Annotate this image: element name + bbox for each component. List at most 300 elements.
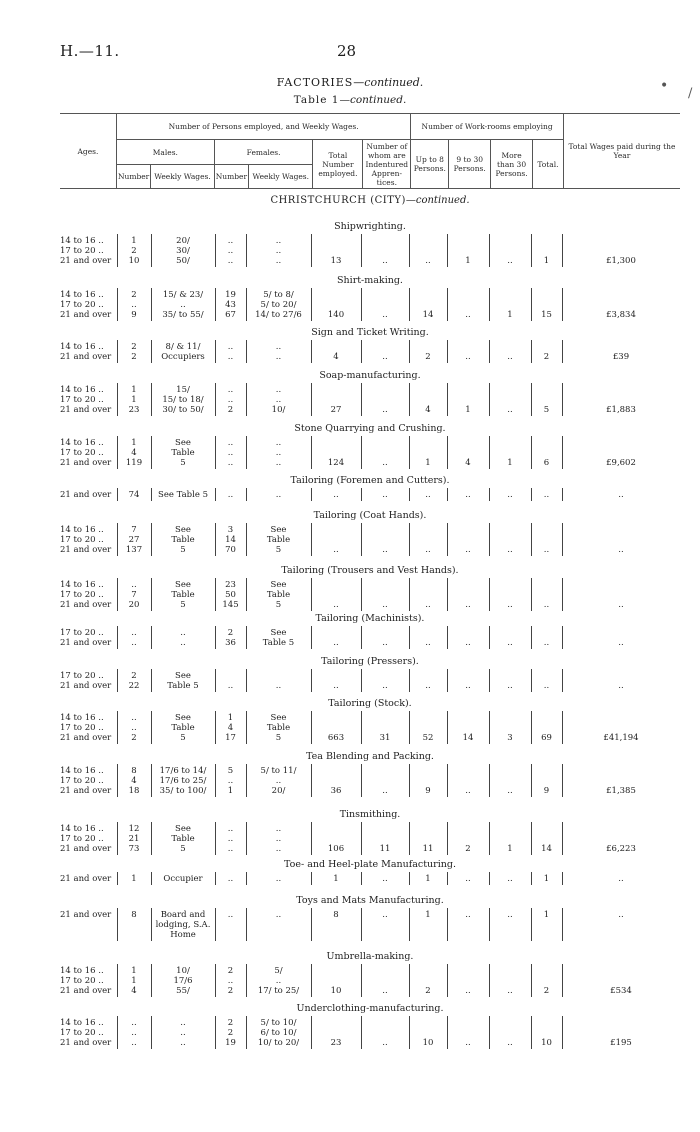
table-cell: 17 to 20 .. <box>60 671 104 681</box>
table-cell: 12 <box>128 824 140 834</box>
table-cell: 1 <box>507 844 513 854</box>
section-title: Tailoring (Pressers). <box>321 656 419 667</box>
table-cell: 5 <box>180 600 186 610</box>
table-cell: Table 5 <box>167 681 199 691</box>
table-cell: 14 to 16 .. <box>60 766 104 776</box>
table-cell: 1 <box>131 395 137 405</box>
table-row <box>60 300 680 310</box>
table-cell: 21 and over <box>60 310 112 320</box>
table-cell: 5/ to 10/ <box>260 1018 297 1028</box>
table-cell: 2 <box>227 405 234 415</box>
table-cell: 17 to 20 .. <box>60 834 104 844</box>
table-cell: 1 <box>131 385 137 395</box>
table-cell: .. <box>227 976 234 986</box>
table-cell: 9 <box>131 310 137 320</box>
table-cell: 2 <box>227 966 234 976</box>
table-cell: .. <box>618 681 624 691</box>
table-row <box>60 490 680 500</box>
table-row <box>60 930 680 940</box>
table-cell: £1,300 <box>606 256 636 266</box>
table-cell: .. <box>227 342 234 352</box>
table-cell: See <box>175 525 191 535</box>
table-row <box>60 590 680 600</box>
table-cell: 119 <box>125 458 143 468</box>
table-cell: 14 to 16 .. <box>60 966 104 976</box>
table-cell: 2 <box>131 342 137 352</box>
table-cell: 14 <box>541 844 552 854</box>
table-cell: 137 <box>125 545 143 555</box>
table-cell: .. <box>227 834 234 844</box>
table-cell: 67 <box>225 310 236 320</box>
table-cell: 2 <box>425 986 431 996</box>
table-header <box>60 113 680 189</box>
table-cell: .. <box>275 874 282 884</box>
table-cell: 2 <box>227 628 234 638</box>
table-cell: .. <box>131 580 137 590</box>
col-9-to-30: 9 to 30 Persons. <box>449 140 491 189</box>
table-cell: .. <box>507 986 513 996</box>
table-cell: .. <box>507 405 513 415</box>
table-cell: Table <box>171 535 195 545</box>
table-cell: 21 and over <box>60 786 112 796</box>
city-heading <box>60 195 680 206</box>
table-row <box>60 352 680 362</box>
table-cell: .. <box>507 681 513 691</box>
table-cell: .. <box>180 638 186 648</box>
table-row <box>60 824 680 834</box>
table-cell: 21 and over <box>60 1038 112 1048</box>
table-cell: 1 <box>131 976 137 986</box>
table-cell: .. <box>227 352 234 362</box>
table-cell: 17 to 20 .. <box>60 246 104 256</box>
table-cell: 7 <box>131 525 137 535</box>
table-cell: 21 and over <box>60 910 112 920</box>
col-males: Males. <box>116 140 214 165</box>
table-cell: .. <box>382 458 388 468</box>
table-cell: .. <box>507 638 513 648</box>
table-cell: 1 <box>543 874 550 884</box>
table-cell: .. <box>275 844 282 854</box>
section-title: Soap-manufacturing. <box>319 370 421 381</box>
section-title: Tailoring (Machinists). <box>315 613 425 624</box>
table-cell: 10/ to 20/ <box>257 1038 300 1048</box>
table-cell: 17 to 20 .. <box>60 776 104 786</box>
table-cell: 11 <box>422 844 434 854</box>
table-cell: 14 <box>462 733 474 743</box>
table-row <box>60 458 680 468</box>
table-cell: 23 <box>330 1038 342 1048</box>
table-row <box>60 1038 680 1048</box>
table-cell: 10 <box>128 256 140 266</box>
table-cell: .. <box>543 490 550 500</box>
table-row <box>60 671 680 681</box>
table-row <box>60 600 680 610</box>
table-cell: 13 <box>330 256 342 266</box>
table-cell: 15/ to 18/ <box>162 395 204 405</box>
table-cell: .. <box>465 490 471 500</box>
table-cell: 17 to 20 .. <box>60 395 104 405</box>
table-cell: .. <box>543 600 550 610</box>
table-cell: 17 <box>225 733 236 743</box>
table-cell: 5/ to 11/ <box>260 766 297 776</box>
table-cell: 21 and over <box>60 545 112 555</box>
table-cell: .. <box>382 545 388 555</box>
table-cell: .. <box>227 438 234 448</box>
section-title: Tailoring (Coat Hands). <box>313 510 427 521</box>
table-cell: 663 <box>327 733 345 743</box>
table-cell: 14 to 16 .. <box>60 385 104 395</box>
table-cell: 1 <box>131 236 137 246</box>
table-cell: 21 and over <box>60 733 112 743</box>
section-title: Sign and Ticket Writing. <box>311 327 429 338</box>
table-row <box>60 628 680 638</box>
table-cell: .. <box>425 600 431 610</box>
table-cell: .. <box>333 681 339 691</box>
table-cell: See <box>270 525 287 535</box>
table-cell: .. <box>507 545 513 555</box>
table-cell: Table <box>171 590 195 600</box>
table-cell: Occupier <box>163 874 203 884</box>
table-cell: £1,385 <box>606 786 636 796</box>
table-cell: 43 <box>225 300 236 310</box>
table-cell: 8 <box>131 766 137 776</box>
table-row <box>60 834 680 844</box>
table-cell: .. <box>275 458 282 468</box>
table-cell: .. <box>180 628 186 638</box>
table-cell: 106 <box>327 844 345 854</box>
table-cell: 1 <box>425 458 431 468</box>
table-cell: See <box>175 671 191 681</box>
table-cell: Occupiers <box>161 352 205 362</box>
section-title: Tailoring (Stock). <box>328 698 412 709</box>
table-row <box>60 405 680 415</box>
table-cell: lodging, S.A. <box>155 920 211 930</box>
table-cell: 5 <box>275 545 282 555</box>
table-cell: 17 to 20 .. <box>60 723 104 733</box>
table-cell: .. <box>382 874 388 884</box>
table-cell: 23 <box>225 580 236 590</box>
table-cell: 8 <box>131 910 137 920</box>
table-cell: .. <box>131 1038 137 1048</box>
table-cell: .. <box>131 638 137 648</box>
table-cell: 10/ <box>271 405 286 415</box>
table-cell: .. <box>382 786 388 796</box>
table-cell: .. <box>275 438 282 448</box>
table-cell: 7 <box>131 590 137 600</box>
section-title: Tailoring (Trousers and Vest Hands). <box>281 565 459 576</box>
table-row <box>60 395 680 405</box>
city-heading-suffix: —continued. <box>405 195 470 206</box>
table-cell: 14 to 16 .. <box>60 290 104 300</box>
table-cell: 2 <box>543 352 550 362</box>
table-cell: 73 <box>128 844 140 854</box>
table-cell: 4 <box>425 405 431 415</box>
table-cell: 14/ to 27/6 <box>255 310 302 320</box>
section-title: Shipwrighting. <box>334 221 406 232</box>
table-cell: 17 to 20 .. <box>60 1028 104 1038</box>
table-cell: 14 to 16 .. <box>60 342 104 352</box>
table-cell: .. <box>618 490 624 500</box>
table-row <box>60 723 680 733</box>
table-cell: .. <box>333 638 339 648</box>
table-cell: 19 <box>225 1038 236 1048</box>
table-cell: Board and <box>160 910 206 920</box>
table-cell: Table <box>171 723 195 733</box>
table-cell: .. <box>333 600 339 610</box>
table-cell: Table <box>266 723 291 733</box>
table-cell: 4 <box>131 448 137 458</box>
col-more-than-30: More than 30 Persons. <box>491 140 533 189</box>
table-row <box>60 733 680 743</box>
table-cell: See Table 5 <box>158 490 208 500</box>
table-cell: 50/ <box>176 256 190 266</box>
table-cell: 55/ <box>176 986 190 996</box>
table-cell: 52 <box>422 733 434 743</box>
table-cell: 1 <box>333 874 339 884</box>
table-cell: 1 <box>131 966 137 976</box>
table-cell: .. <box>227 776 234 786</box>
table-row <box>60 290 680 300</box>
table-cell: 21 and over <box>60 986 112 996</box>
table-cell: 2 <box>227 1018 234 1028</box>
table-cell: .. <box>382 1038 388 1048</box>
table-cell: .. <box>275 448 282 458</box>
table-cell: 20 <box>128 600 140 610</box>
table-cell: 2 <box>131 246 137 256</box>
table-cell: .. <box>180 1038 186 1048</box>
table-cell: .. <box>382 405 388 415</box>
table-cell: 21 and over <box>60 844 112 854</box>
table-cell: .. <box>465 600 471 610</box>
table-cell: .. <box>227 395 234 405</box>
page-number: 28 <box>337 42 357 60</box>
table-cell: 8 <box>333 910 339 920</box>
table-cell: 5 <box>180 545 186 555</box>
table-cell: 5 <box>180 844 186 854</box>
table-cell: .. <box>465 1038 471 1048</box>
table-row <box>60 681 680 691</box>
table-cell: .. <box>465 352 471 362</box>
table-cell: 31 <box>379 733 391 743</box>
table-cell: 5 <box>227 766 234 776</box>
table-cell: 21 and over <box>60 256 112 266</box>
table-row <box>60 236 680 246</box>
table-cell: .. <box>425 545 431 555</box>
table-cell: 4 <box>333 352 339 362</box>
table-cell: .. <box>507 352 513 362</box>
section-title: Toys and Mats Manufacturing. <box>296 895 444 906</box>
table-cell: See <box>175 713 191 723</box>
table-cell: .. <box>227 844 234 854</box>
section-title: Stone Quarrying and Crushing. <box>294 423 446 434</box>
table-cell: .. <box>275 385 282 395</box>
table-cell: See <box>175 580 191 590</box>
table-cell: 10 <box>330 986 342 996</box>
table-cell: .. <box>465 986 471 996</box>
table-cell: .. <box>382 256 388 266</box>
table-cell: Home <box>170 930 196 940</box>
table-cell: 1 <box>227 713 234 723</box>
table-cell: .. <box>131 713 137 723</box>
table-cell: .. <box>507 874 513 884</box>
table-cell: 8/ & 11/ <box>165 342 201 352</box>
col-persons-group: Number of Persons employed, and Weekly Wages. <box>116 114 410 140</box>
table-cell: .. <box>382 638 388 648</box>
table-row <box>60 786 680 796</box>
col-males-wages: Weekly Wages. <box>151 165 214 189</box>
table-cell: .. <box>275 246 282 256</box>
table-cell: 21 and over <box>60 874 112 884</box>
table-cell: 1 <box>507 310 513 320</box>
table-cell: £3,834 <box>606 310 636 320</box>
table-cell: .. <box>275 834 282 844</box>
table-cell: 23 <box>128 405 140 415</box>
table-cell: 2 <box>465 844 471 854</box>
table-cell: £6,223 <box>606 844 636 854</box>
table-row <box>60 638 680 648</box>
table-cell: .. <box>227 910 234 920</box>
table-cell: 14 to 16 .. <box>60 713 104 723</box>
table-cell: Table <box>171 834 195 844</box>
col-up-to-8: Up to 8 Persons. <box>411 140 449 189</box>
table-cell: .. <box>275 824 282 834</box>
col-total-employed: Total Number employed. <box>313 140 363 189</box>
table-cell: 6 <box>543 458 550 468</box>
table-cell: 5/ to 8/ <box>263 290 294 300</box>
table-cell: .. <box>543 638 550 648</box>
table-cell: 17 to 20 .. <box>60 300 104 310</box>
table-cell: .. <box>131 628 137 638</box>
table-cell: .. <box>131 1028 137 1038</box>
table-cell: .. <box>180 1018 186 1028</box>
table-cell: £41,194 <box>603 733 639 743</box>
table-cell: 14 <box>225 535 236 545</box>
table-cell: .. <box>275 342 282 352</box>
table-cell: 1 <box>425 874 431 884</box>
table-cell: 17/ to 25/ <box>257 986 300 996</box>
table-cell: 21 and over <box>60 352 112 362</box>
table-cell: .. <box>227 236 234 246</box>
section-title: Shirt-making. <box>337 275 403 286</box>
table-cell: 2 <box>425 352 431 362</box>
table-cell: .. <box>507 490 513 500</box>
table-cell: 5 <box>180 733 186 743</box>
table-row <box>60 535 680 545</box>
table-cell: 17/6 <box>173 976 193 986</box>
table-cell: .. <box>618 638 624 648</box>
table-cell: .. <box>425 256 431 266</box>
table-cell: 18 <box>128 786 140 796</box>
table-cell: See <box>175 438 191 448</box>
table-cell: .. <box>180 1028 186 1038</box>
margin-dot-mark: • <box>660 78 669 94</box>
section-title <box>0 76 700 89</box>
table-row <box>60 385 680 395</box>
table-row <box>60 776 680 786</box>
table-cell: .. <box>465 874 471 884</box>
table-title-suffix: —continued. <box>339 94 407 106</box>
table-cell: .. <box>275 910 282 920</box>
table-cell: 15/ & 23/ <box>162 290 204 300</box>
table-cell: £195 <box>610 1038 632 1048</box>
table-cell: 36 <box>225 638 236 648</box>
table-cell: See <box>175 824 191 834</box>
table-cell: 17 to 20 .. <box>60 976 104 986</box>
table-cell: 1 <box>543 910 550 920</box>
col-ages: Ages. <box>60 114 116 189</box>
col-females-wages: Weekly Wages. <box>249 165 313 189</box>
table-cell: 2 <box>227 986 234 996</box>
table-cell: 124 <box>327 458 345 468</box>
table-cell: .. <box>227 385 234 395</box>
table-cell: .. <box>507 910 513 920</box>
col-total: Total. <box>533 140 564 189</box>
table-cell: See <box>270 580 287 590</box>
table-cell: 2 <box>131 733 137 743</box>
table-cell: 30/ <box>176 246 190 256</box>
table-cell: .. <box>543 545 550 555</box>
table-cell: £39 <box>612 352 630 362</box>
table-cell: .. <box>382 310 388 320</box>
section-title: Toe- and Heel-plate Manufacturing. <box>284 859 456 870</box>
table-cell: £1,883 <box>606 405 636 415</box>
table-cell: 15 <box>541 310 552 320</box>
table-cell: 21 and over <box>60 681 112 691</box>
table-cell: .. <box>618 545 624 555</box>
table-cell: .. <box>507 256 513 266</box>
table-cell: 70 <box>225 545 236 555</box>
table-cell: .. <box>618 600 624 610</box>
table-row <box>60 713 680 723</box>
table-cell: 3 <box>227 525 234 535</box>
table-cell: 1 <box>227 786 234 796</box>
section-title: Umbrella-making. <box>326 951 414 962</box>
report-code: H.—11. <box>60 42 120 60</box>
table-row <box>60 246 680 256</box>
table-cell: 14 <box>422 310 434 320</box>
table-cell: 21 and over <box>60 458 112 468</box>
table-row <box>60 976 680 986</box>
table-cell: 1 <box>465 256 471 266</box>
table-cell: 17 to 20 .. <box>60 448 104 458</box>
table-row <box>60 920 680 930</box>
table-cell: 27 <box>128 535 140 545</box>
table-cell: .. <box>382 681 388 691</box>
table-cell: .. <box>618 874 624 884</box>
table-title <box>0 94 700 106</box>
table-cell: 11 <box>379 844 391 854</box>
table-cell: .. <box>618 910 624 920</box>
table-cell: 14 to 16 .. <box>60 525 104 535</box>
table-cell: 6/ to 10/ <box>260 1028 297 1038</box>
table-cell: .. <box>227 448 234 458</box>
table-cell: .. <box>425 638 431 648</box>
table-cell: 22 <box>128 681 140 691</box>
table-cell: 17 to 20 .. <box>60 628 104 638</box>
table-cell: 5/ to 20/ <box>260 300 297 310</box>
table-cell: 14 to 16 .. <box>60 824 104 834</box>
table-cell: 1 <box>131 874 137 884</box>
city-heading-text: CHRISTCHURCH (CITY) <box>270 195 406 206</box>
table-cell: .. <box>425 681 431 691</box>
table-cell: 145 <box>222 600 239 610</box>
table-cell: .. <box>382 352 388 362</box>
table-cell: .. <box>131 723 137 733</box>
table-cell: 14 to 16 .. <box>60 438 104 448</box>
table-row <box>60 342 680 352</box>
table-cell: .. <box>275 395 282 405</box>
table-cell: .. <box>227 458 234 468</box>
